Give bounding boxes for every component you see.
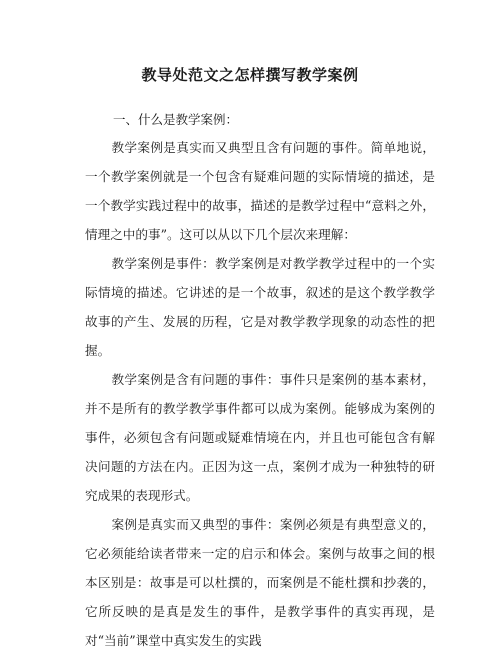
section-heading: 一、什么是教学案例： [113, 112, 239, 127]
document-body [85, 133, 435, 655]
paragraph: 案例是真实而又典型的事件：案例必须是有典型意义的，它必须能给读者带来一定的启示和体会。案例与故事之间的根本区别是：故事是可以杜撰的，而案例是不能杜撰和抄袭的，它所反映的是真是发生的事件，是教学事件的真实再现，是对“当前”课堂中真实发生的实践 [85, 517, 435, 648]
document-title: 教导处范文之怎样撰写教学案例 [141, 66, 359, 84]
paragraph: 教学案例是事件：教学案例是对教学教学过程中的一个实际情境的描述。它讲述的是一个故事，叙述的是这个教学教学故事的产生、发展的历程，它是对教学教学现象的动态性的把握。 [85, 256, 435, 358]
paragraph: 教学案例是真实而又典型且含有问题的事件。简单地说，一个教学案例就是一个包含有疑难问题的实际情境的描述，是一个教学实践过程中的故事，描述的是教学过程中“意料之外，情理之中的事”。这可以从以下几个层次来理解： [85, 140, 435, 242]
paragraph: 教学案例是含有问题的事件：事件只是案例的基本素材，并不是所有的教学教学事件都可以成为案例。能够成为案例的事件，必须包含有问题或疑难情境在内，并且也可能包含有解决问题的方法在内。正因为这一点，案例才成为一种独特的研究成果的表现形式。 [85, 372, 435, 503]
